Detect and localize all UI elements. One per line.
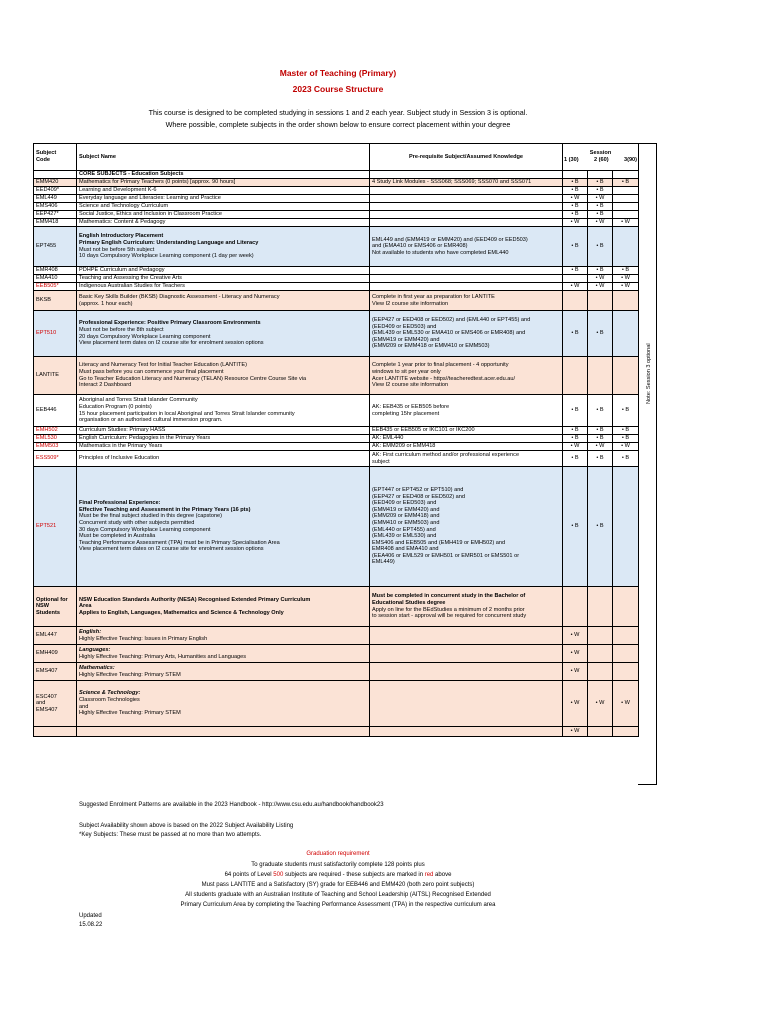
- cell-prereq: [370, 587, 563, 627]
- cell-name: [77, 395, 370, 427]
- cell-line: Effective Teaching and Assessment in the Primary Years (16 pts): [79, 506, 251, 513]
- table-row: [34, 663, 639, 681]
- grad2-level: 500: [273, 872, 284, 878]
- cell-line: English:: [79, 628, 102, 635]
- cell: • W: [563, 727, 588, 737]
- updated-label: Updated: [79, 913, 102, 919]
- cell-line: Basic Key Skills Builder (BKSB) Diagnostic Assessment - Literacy and Numeracy: [79, 293, 280, 300]
- cell-name: [77, 291, 370, 311]
- session-cell-s1: [563, 291, 588, 311]
- header-session-label: Session: [589, 150, 612, 157]
- session-cell-s1: • W: [563, 283, 588, 291]
- cell-code: EMR408: [34, 267, 77, 275]
- cell-code: BKSB: [34, 291, 77, 311]
- cell-line: (approx. 1 hour each): [79, 300, 133, 307]
- cell-prereq: AK: EMM209 or EMM418: [370, 443, 563, 451]
- session-cell-s2: [588, 663, 613, 681]
- table-header-row: [34, 144, 639, 171]
- session3-note: Note: Session 3 optional: [646, 343, 652, 404]
- cell-name: [77, 645, 370, 663]
- cell-line: View placement term dates on I2 course site for enrolment session options: [79, 340, 264, 347]
- table-row: [34, 291, 639, 311]
- cell-code: EMA410: [34, 275, 77, 283]
- session-cell-s2: [588, 627, 613, 645]
- cell-prereq: [370, 645, 563, 663]
- cell-code: EMH409: [34, 645, 77, 663]
- cell-line: Educational Studies degree: [372, 599, 446, 606]
- header-code-line2: Code: [36, 157, 50, 163]
- cell-prereq: [370, 395, 563, 427]
- cell-line: Literacy and Numeracy Test for Initial Teacher Education (LANTITE): [79, 362, 247, 369]
- cell-line: 15 hour placement participation in local Aboriginal and Torres Strait Islander community: [79, 410, 295, 417]
- cell-line: ESC407: [36, 693, 57, 700]
- cell-line: Complete in first year as preparation for LANTITE: [372, 293, 495, 300]
- cell-prereq: [370, 203, 563, 211]
- cell-name: Mathematics in the Primary Years: [77, 443, 370, 451]
- cell-code: EML449: [34, 195, 77, 203]
- cell-name: [77, 663, 370, 681]
- cell-code: EEB505*: [34, 283, 77, 291]
- table-row: [34, 227, 639, 267]
- cell-line: and: [36, 700, 46, 707]
- cell-line: AK: First curriculum method and/or professional experience: [372, 451, 520, 458]
- cell-line: Acer LANTITE website - https//teacheredtest.acer.edu.au/: [372, 375, 516, 382]
- cell-code: EPT521: [34, 467, 77, 587]
- table-row: [34, 587, 639, 627]
- cell-prereq: [370, 663, 563, 681]
- cell-name: Teaching and Assessing the Creative Arts: [77, 275, 370, 283]
- cell-name: Curriculum Studies: Primary HASS: [77, 427, 370, 435]
- session-cell-s3: [613, 291, 639, 311]
- key-subjects-note: *Key Subjects: These must be passed at no more than two attempts.: [79, 832, 262, 838]
- cell-line: Students: [36, 609, 60, 616]
- graduation-line-5: Primary Curriculum Area by completing the Teaching Performance Assessment (TPA) in the respective curriculum area: [180, 902, 496, 908]
- cell-line: EMS406 and EEB505 and (EMH419 or EMH502) and: [372, 539, 506, 546]
- table-row: [34, 179, 639, 187]
- cell-line: 30 days Compulsory Workplace Learning component: [79, 526, 211, 533]
- table-row: [34, 195, 639, 203]
- session-cell-s2: • B: [588, 435, 613, 443]
- cell-name: [77, 681, 370, 727]
- cell: [613, 727, 639, 737]
- session-cell-s1: • W: [563, 663, 588, 681]
- cell-line: Not available to students who have completed EML440: [372, 249, 509, 256]
- table-row: [34, 395, 639, 427]
- cell-prereq: [370, 187, 563, 195]
- graduation-line-4: All students graduate with an Australian Institute of Teaching and School Leadership (AITSL) Recognised Extended: [185, 892, 491, 898]
- cell-line: Applies to English, Languages, Mathematics and Science & Technology Only: [79, 609, 284, 616]
- session-cell-s3: • W: [613, 681, 639, 727]
- cell-prereq: [370, 451, 563, 467]
- session3-note-box: [638, 143, 657, 785]
- session-cell-s1: • B: [563, 267, 588, 275]
- session-cell-s3: [613, 203, 639, 211]
- cell-code: ESS509*: [34, 451, 77, 467]
- cell-prereq: [370, 275, 563, 283]
- session-cell-s2: • B: [588, 187, 613, 195]
- session-cell-s3: • B: [613, 179, 639, 187]
- cell-line: Classroom Technologies: [79, 696, 140, 703]
- cell-name: CORE SUBJECTS - Education Subjects: [77, 171, 370, 179]
- session-cell-s3: • B: [613, 435, 639, 443]
- grad2-part-e: above: [433, 872, 452, 878]
- cell: [370, 727, 563, 737]
- cell-prereq: [370, 467, 563, 587]
- cell-line: Interact 2 Dashboard: [79, 382, 132, 389]
- cell-line: windows to sit per year only: [372, 368, 441, 375]
- cell-prereq: [370, 291, 563, 311]
- session-cell-s3: [613, 311, 639, 357]
- cell-line: 20 days Compulsory Workplace Learning component: [79, 333, 211, 340]
- table-row: [34, 275, 639, 283]
- table-row: [34, 467, 639, 587]
- session-cell-s2: • W: [588, 219, 613, 227]
- cell-line: Mathematics:: [79, 664, 115, 671]
- session-cell-s3: [613, 627, 639, 645]
- cell-line: Apply on line for the BEdStudies a minimum of 2 months prior: [372, 606, 525, 613]
- cell-line: organisation or an authorised cultural immersion program.: [79, 417, 223, 424]
- cell-prereq: [370, 283, 563, 291]
- cell-line: Area: [79, 603, 92, 610]
- header-session: [563, 144, 639, 171]
- cell-line: Languages:: [79, 646, 111, 653]
- table-row: [34, 211, 639, 219]
- cell-line: Primary English Curriculum: Understanding Language and Literacy: [79, 239, 259, 246]
- cell-code: [34, 681, 77, 727]
- session-cell-s3: [613, 467, 639, 587]
- session-cell-s1: • B: [563, 179, 588, 187]
- session-cell-s1: [563, 275, 588, 283]
- cell-name: [77, 627, 370, 645]
- header-session-3: 3(90): [623, 157, 638, 163]
- cell-line: Go to Teacher Education Literacy and Numeracy (TELAN) Resource Centre Course Site via: [79, 375, 307, 382]
- session-cell-s2: • B: [588, 179, 613, 187]
- cell-name: [77, 467, 370, 587]
- cell-prereq: [370, 627, 563, 645]
- cell-name: Principles of Inclusive Education: [77, 451, 370, 467]
- cell-line: Professional Experience: Positive Primary Classroom Environments: [79, 320, 261, 327]
- table-row: [34, 627, 639, 645]
- cell-code: EPT455: [34, 227, 77, 267]
- session-cell-s1: • W: [563, 443, 588, 451]
- session-cell-s3: • B: [613, 267, 639, 275]
- cell-prereq: [370, 219, 563, 227]
- cell-line: Must be completed in Australia: [79, 533, 156, 540]
- session-cell-s1: • B: [563, 203, 588, 211]
- cell-code: EML447: [34, 627, 77, 645]
- cell-line: EML449 and (EMM419 or EMM420) and (EED409 or EED503): [372, 236, 528, 243]
- cell-line: English Introductory Placement: [79, 233, 164, 240]
- session-cell-s2: • B: [588, 395, 613, 427]
- session-cell-s1: • W: [563, 645, 588, 663]
- cell-line: Concurrent study with other subjects permitted: [79, 519, 195, 526]
- session-cell-s3: [613, 187, 639, 195]
- cell-code: [34, 587, 77, 627]
- cell-prereq: [370, 681, 563, 727]
- cell-line: (EED409 or EED503) and: [372, 323, 437, 330]
- table-row: [34, 427, 639, 435]
- cell-prereq: [370, 211, 563, 219]
- cell-code: EMM503: [34, 443, 77, 451]
- cell-line: Education Program (0 points): [79, 403, 152, 410]
- cell-line: NSW: [36, 603, 50, 610]
- session-cell-s2: • B: [588, 467, 613, 587]
- cell-code: EMM420: [34, 179, 77, 187]
- cell-code: EMH502: [34, 427, 77, 435]
- table-row: [34, 171, 639, 179]
- cell-line: View placement term dates on I2 course site for enrolment session options: [79, 546, 264, 553]
- session-cell-s1: • B: [563, 311, 588, 357]
- cell-line: AK: EEB435 or EEB505 before: [372, 403, 450, 410]
- cell-code: EMS407: [34, 663, 77, 681]
- page-title: Master of Teaching (Primary): [279, 68, 397, 78]
- cell-line: (EEP427 or EED408 or EED502) and (EML440 or EPT455) and: [372, 317, 531, 324]
- cell-line: Highly Effective Teaching: Primary STEM: [79, 671, 181, 678]
- cell-name: Science and Technology Curriculum: [77, 203, 370, 211]
- cell-prereq: AK: EML440: [370, 435, 563, 443]
- cell-line: and: [79, 703, 89, 710]
- cell-line: Must not be before 5th subject: [79, 246, 155, 253]
- session-cell-s3: [613, 663, 639, 681]
- session-cell-s1: [563, 357, 588, 395]
- grad2-part-a: 64 points of Level: [224, 872, 274, 878]
- session-cell-s3: • W: [613, 275, 639, 283]
- handbook-note: Suggested Enrolment Patterns are available in the 2023 Handbook - http://www.csu.edu.au/handbook/handbook23: [79, 802, 384, 808]
- session-cell-s3: • W: [613, 283, 639, 291]
- session-cell-s2: • B: [588, 427, 613, 435]
- cell-name: Indigenous Australian Studies for Teachers: [77, 283, 370, 291]
- session-cell-s2: • W: [588, 681, 613, 727]
- session-cell-s1: • B: [563, 227, 588, 267]
- updated-date: 15.08.22: [79, 922, 103, 928]
- session-cell-s2: [588, 587, 613, 627]
- session-cell-s1: [563, 587, 588, 627]
- cell-line: 10 days Compulsory Workplace Learning component (1 day per week): [79, 253, 254, 260]
- session-cell-s2: • W: [588, 443, 613, 451]
- cell-line: (EPT447 or EPT452 or EPT510) and: [372, 486, 464, 493]
- session-cell-s2: • B: [588, 311, 613, 357]
- cell-name: [77, 587, 370, 627]
- session-cell-s1: • B: [563, 395, 588, 427]
- session-cell-s2: • W: [588, 283, 613, 291]
- cell-line: Must be completed in concurrent study in the Bachelor of: [372, 593, 526, 600]
- table-row: [34, 203, 639, 211]
- cell-line: Highly Effective Teaching: Primary Arts, Humanities and Languages: [79, 653, 247, 660]
- session-cell-s3: • B: [613, 451, 639, 467]
- session-cell-s3: [613, 195, 639, 203]
- graduation-line-3: Must pass LANTITE and a Satisfactory (SY) grade for EEB446 and EMM420 (both zero point subjects): [201, 882, 475, 888]
- cell-prereq: [370, 267, 563, 275]
- cell-line: (EMM209 or EMM418 or EMM410 or EMM503): [372, 343, 490, 350]
- table-row: [34, 727, 639, 737]
- cell-line: subject: [372, 458, 390, 465]
- cell-name: [77, 227, 370, 267]
- cell-line: Highly Effective Teaching: Primary STEM: [79, 710, 181, 717]
- session-cell-s3: • W: [613, 443, 639, 451]
- page-subtitle: 2023 Course Structure: [292, 84, 384, 94]
- cell-name: [77, 357, 370, 395]
- graduation-line-1: To graduate students must satisfactorily complete 128 points plus: [251, 862, 425, 868]
- cell-line: EMR408 and EMA410 and: [372, 546, 439, 553]
- session-cell-s2: • B: [588, 211, 613, 219]
- availability-note: Subject Availability shown above is based on the 2022 Subject Availability Listing: [79, 823, 294, 829]
- cell-line: (EML439 or EML530) and: [372, 533, 437, 540]
- session-cell-s2: • B: [588, 227, 613, 267]
- session-cell-s1: • B: [563, 211, 588, 219]
- cell-line: completing 15hr placement: [372, 410, 440, 417]
- session-cell-s2: • B: [588, 203, 613, 211]
- cell-line: to session start - approval will be required for concurrent study: [372, 613, 527, 620]
- header-code: [34, 144, 77, 171]
- cell-prereq: [370, 357, 563, 395]
- session-cell-s2: [588, 645, 613, 663]
- cell-name: [77, 311, 370, 357]
- session-cell-s1: • B: [563, 451, 588, 467]
- cell-name: Everyday language and Literacies: Learning and Practice: [77, 195, 370, 203]
- cell-code: LANTITE: [34, 357, 77, 395]
- session-cell-s1: • W: [563, 195, 588, 203]
- session-cell-s1: • W: [563, 219, 588, 227]
- cell-line: Must be the final subject studied in this degree (capstone): [79, 513, 223, 520]
- session-cell-s1: [563, 171, 588, 179]
- cell-name: English Curriculum: Pedagogies in the Primary Years: [77, 435, 370, 443]
- session-cell-s2: [588, 171, 613, 179]
- cell-line: (EED409 or EED503) and: [372, 500, 437, 507]
- session-cell-s3: [613, 645, 639, 663]
- cell-prereq: [370, 227, 563, 267]
- cell-line: (EML440 or EPT455) and: [372, 526, 436, 533]
- graduation-title: Graduation requirement: [306, 851, 370, 857]
- cell-code: EML530: [34, 435, 77, 443]
- grad2-red-word: red: [424, 872, 434, 878]
- session-cell-s1: • B: [563, 187, 588, 195]
- cell-line: EML449): [372, 559, 395, 566]
- cell-line: Highly Effective Teaching: Issues in Primary English: [79, 635, 208, 642]
- cell-prereq: [370, 171, 563, 179]
- cell: [588, 727, 613, 737]
- cell-line: (EMM419 or EMM420) and: [372, 336, 440, 343]
- cell-line: (EEP427 or EED408 or EED502) and: [372, 493, 465, 500]
- session-cell-s1: • B: [563, 435, 588, 443]
- cell-code: EEB446: [34, 395, 77, 427]
- header-session-1: 1 (30): [564, 157, 579, 163]
- session-cell-s1: • B: [563, 467, 588, 587]
- table-row: [34, 267, 639, 275]
- cell-line: Optional for: [36, 596, 68, 603]
- cell-line: and (EMA410 or EMS406 or EMR408): [372, 243, 468, 250]
- table-row: [34, 283, 639, 291]
- cell-line: Teaching Performance Assessment (TPA) must be in Primary Specialisation Area: [79, 539, 280, 546]
- table-row: [34, 219, 639, 227]
- course-structure-table: [33, 143, 639, 737]
- cell-prereq: [370, 195, 563, 203]
- cell-line: NSW Education Standards Authority (NESA) Recognised Extended Primary Curriculum: [79, 596, 311, 603]
- session-cell-s2: • W: [588, 275, 613, 283]
- table-row: [34, 435, 639, 443]
- cell-line: Aboriginal and Torres Strait Islander Community: [79, 397, 198, 404]
- header-session-2: 2 (60): [593, 157, 609, 163]
- cell-code: [34, 171, 77, 179]
- cell-code: EMM418: [34, 219, 77, 227]
- session-cell-s2: [588, 357, 613, 395]
- cell-prereq: 4 Study Link Modules - SSS068; SSS069; SSS070 and SSS071: [370, 179, 563, 187]
- cell-line: Science & Technology:: [79, 690, 141, 697]
- table-row: [34, 311, 639, 357]
- table-row: [34, 681, 639, 727]
- cell-line: (EMM209 or EMM418) and: [372, 513, 440, 520]
- cell-name: PDHPE Curriculum and Pedagogy: [77, 267, 370, 275]
- cell-line: Complete 1 year prior to final placement - 4 opportunity: [372, 362, 509, 369]
- session-cell-s3: [613, 227, 639, 267]
- cell-line: Must pass before you can commence your final placement: [79, 368, 224, 375]
- session-cell-s2: • B: [588, 451, 613, 467]
- cell-prereq: EEB435 or EEB505 or IKC101 or IKC200: [370, 427, 563, 435]
- table-row: [34, 187, 639, 195]
- graduation-line-2: [0, 872, 676, 878]
- header-name: Subject Name: [77, 144, 370, 171]
- session-cell-s3: [613, 211, 639, 219]
- table-row: [34, 357, 639, 395]
- table-row: [34, 451, 639, 467]
- cell-name: Mathematics: Content & Pedagogy: [77, 219, 370, 227]
- cell-code: EPT510: [34, 311, 77, 357]
- session-cell-s3: [613, 171, 639, 179]
- cell-line: EMS407: [36, 706, 58, 713]
- session-cell-s1: • B: [563, 427, 588, 435]
- cell-line: (EEA406 or EML529 or EMH501 or EMR501 or EMS501 or: [372, 552, 520, 559]
- session-cell-s2: • B: [588, 267, 613, 275]
- cell-name: Learning and Development K-6: [77, 187, 370, 195]
- intro-line-2: Where possible, complete subjects in the order shown below to ensure correct placement within your degree: [165, 120, 511, 129]
- cell-name: Social Justice, Ethics and Inclusion in Classroom Practice: [77, 211, 370, 219]
- cell-line: (EMM410 or EMM503) and: [372, 519, 440, 526]
- cell-line: (EMM419 or EMM420) and: [372, 506, 440, 513]
- session-cell-s2: [588, 291, 613, 311]
- session-cell-s3: • B: [613, 395, 639, 427]
- cell-line: (EML439 or EML530 or EMA410 or EMS406 or EMR408) and: [372, 330, 526, 337]
- header-prereq: Pre-requisite Subject/Assumed Knowledge: [370, 144, 563, 171]
- session-cell-s3: [613, 587, 639, 627]
- intro-line-1: This course is designed to be completed studying in sessions 1 and 2 each year. Subject study in Session 3 is optional.: [148, 108, 528, 117]
- session-cell-s3: • W: [613, 219, 639, 227]
- session-cell-s1: • W: [563, 681, 588, 727]
- table-row: [34, 443, 639, 451]
- session-cell-s1: • W: [563, 627, 588, 645]
- session-cell-s2: • W: [588, 195, 613, 203]
- cell-name: Mathematics for Primary Teachers (0 points) [approx. 90 hours]: [77, 179, 370, 187]
- cell-line: View I2 course site information: [372, 382, 449, 389]
- cell-line: Final Professional Experience:: [79, 500, 161, 507]
- session-cell-s3: [613, 357, 639, 395]
- cell: [77, 727, 370, 737]
- header-code-line1: Subject: [36, 150, 57, 157]
- cell-code: EMS406: [34, 203, 77, 211]
- cell: [34, 727, 77, 737]
- cell-line: View I2 course site information: [372, 300, 449, 307]
- session-cell-s3: • B: [613, 427, 639, 435]
- cell-code: EED409*: [34, 187, 77, 195]
- cell-code: EEP427*: [34, 211, 77, 219]
- cell-prereq: [370, 311, 563, 357]
- table-row: [34, 645, 639, 663]
- grad2-part-c: subjects are required - these subjects are marked in: [283, 872, 425, 878]
- cell-line: Must not be before the 8th subject: [79, 326, 164, 333]
